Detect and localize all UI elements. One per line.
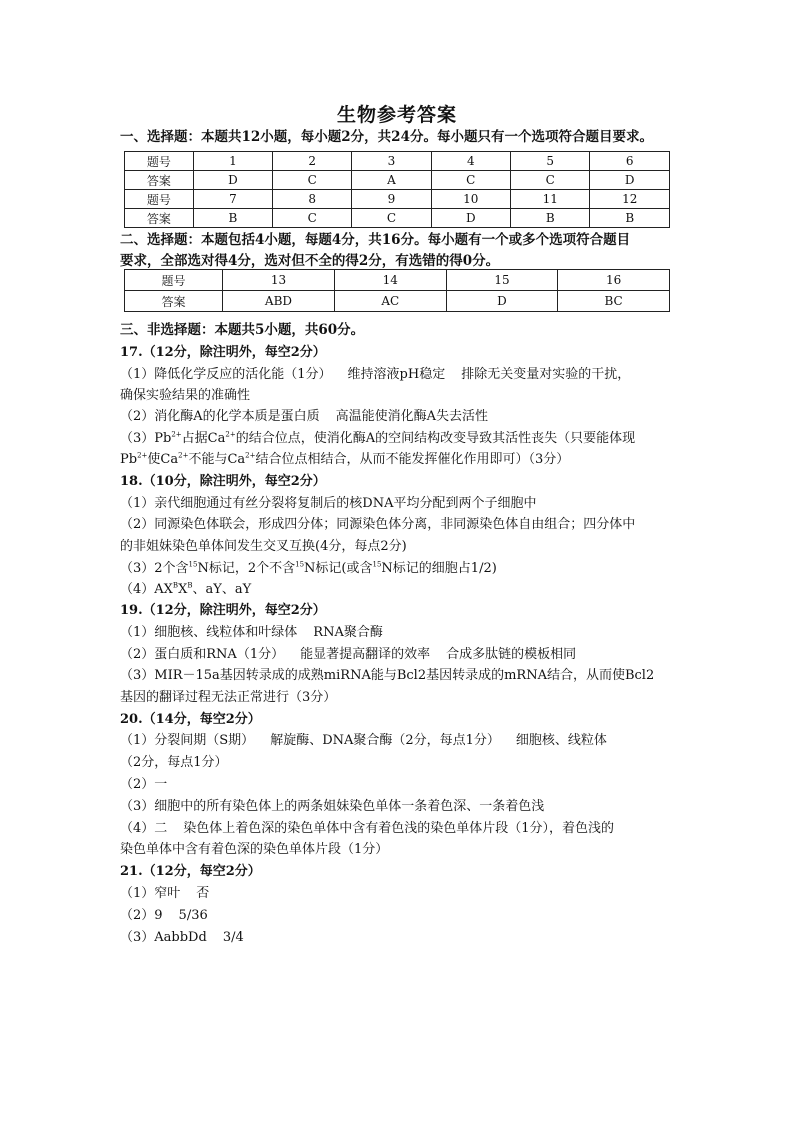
answer-cell: ABD xyxy=(222,291,334,312)
question-number: 12 xyxy=(590,190,670,209)
q20-line: （2）一 xyxy=(120,777,168,792)
superscript: 2+ xyxy=(245,451,256,460)
mc-answer-table xyxy=(124,151,670,228)
table-row xyxy=(125,190,670,209)
text-run: N标记，2个不含 xyxy=(197,561,296,576)
section2-heading-line2: 要求，全部选对得4分，选对但不全的得2分，有选错的得0分。 xyxy=(120,253,500,269)
question-number: 14 xyxy=(334,270,446,291)
q18-line: 的非姐妹染色单体间发生交叉互换(4分，每点2分) xyxy=(120,539,407,554)
q17-heading: 17.（12分，除注明外，每空2分） xyxy=(120,345,326,360)
answer-cell: C xyxy=(431,171,510,190)
superscript: B xyxy=(172,581,179,590)
q21-line xyxy=(120,904,208,923)
superscript: 2+ xyxy=(178,451,189,460)
q20-answer-4: （4）二 xyxy=(120,821,168,836)
section1-heading: 一、选择题：本题共12小题，每小题2分，共24分。每小题只有一个选项符合题目要求。 xyxy=(120,129,653,145)
text-run: （3）2个含 xyxy=(120,561,189,576)
text-run: 、aY、aY xyxy=(192,582,252,597)
answer-cell: D xyxy=(590,171,670,190)
superscript: 2+ xyxy=(137,451,148,460)
question-number: 9 xyxy=(352,190,431,209)
row-label: 题号 xyxy=(125,190,194,209)
answer-cell: B xyxy=(511,209,590,228)
question-number: 3 xyxy=(352,152,431,171)
answer-cell: C xyxy=(352,209,431,228)
q17-answer-4: （2）消化酶A的化学本质是蛋白质 xyxy=(120,409,320,424)
q19-line xyxy=(120,621,383,640)
text-run: 结合位点相结合，从而不能发挥催化作用即可）（3分） xyxy=(255,452,570,467)
q18-line: （2）同源染色体联会，形成四分体；同源染色体分离，非同源染色体自由组合；四分体中 xyxy=(120,517,636,532)
q19-line: （3）MIR－15a基因转录成的成熟miRNA能与Bcl2基因转录成的mRNA结合，从而使Bcl2 xyxy=(120,668,655,683)
section2-heading-line1: 二、选择题：本题包括4小题，每题4分，共16分。每小题有一个或多个选项符合题目 xyxy=(120,232,631,248)
q19-answer-5: 合成多肽链的模板相同 xyxy=(446,647,577,662)
answer-cell: AC xyxy=(334,291,446,312)
q19-line: 基因的翻译过程无法正常进行（3分） xyxy=(120,690,337,705)
q21-answer-5: （3）AabbDd xyxy=(120,930,207,945)
question-number: 8 xyxy=(273,190,352,209)
row-label: 题号 xyxy=(125,152,194,171)
row-label: 答案 xyxy=(125,171,194,190)
q21-answer-2: 否 xyxy=(196,886,210,901)
superscript: 2+ xyxy=(225,430,236,439)
row-label: 答案 xyxy=(125,291,223,312)
table-row xyxy=(125,152,670,171)
question-number: 13 xyxy=(222,270,334,291)
q17-answer-5: 高温能使消化酶A失去活性 xyxy=(335,409,489,424)
question-number: 7 xyxy=(193,190,272,209)
text-run: （4）AX xyxy=(120,582,173,597)
q19-line xyxy=(120,643,576,662)
text-run: 占据Ca xyxy=(181,431,226,446)
q21-line xyxy=(120,882,209,901)
question-number: 5 xyxy=(511,152,590,171)
answer-cell: A xyxy=(352,171,431,190)
q20-line: （2分，每点1分） xyxy=(120,755,228,770)
q21-answer-1: （1）窄叶 xyxy=(120,886,181,901)
q17-line xyxy=(120,363,630,382)
row-label: 题号 xyxy=(125,270,223,291)
q18-heading: 18.（10分，除注明外，每空2分） xyxy=(120,474,326,489)
text-run: 的结合位点，使消化酶A的空间结构改变导致其活性丧失（只要能体现 xyxy=(235,431,636,446)
table-row xyxy=(125,209,670,228)
table-row xyxy=(125,270,670,291)
text-run: N标记的细胞占1/2) xyxy=(381,561,497,576)
q21-heading: 21.（12分，每空2分） xyxy=(120,864,261,879)
question-number: 6 xyxy=(590,152,670,171)
q18-line xyxy=(120,557,497,576)
q17-line xyxy=(120,405,488,424)
q20-answer-2: 解旋酶、DNA聚合酶（2分，每点1分） xyxy=(270,733,500,748)
answer-cell: B xyxy=(193,209,272,228)
q19-heading: 19.（12分，除注明外，每空2分） xyxy=(120,603,326,618)
superscript: 2+ xyxy=(171,430,182,439)
text-run: 不能与Ca xyxy=(188,452,246,467)
question-number: 16 xyxy=(558,270,670,291)
answer-cell: D xyxy=(193,171,272,190)
answer-cell: D xyxy=(431,209,510,228)
section3-heading: 三、非选择题：本题共5小题，共60分。 xyxy=(120,322,365,338)
q21-answer-4: 5/36 xyxy=(178,908,208,923)
q17-answer-3: 排除无关变量对实验的干扰， xyxy=(461,367,631,382)
superscript: 15 xyxy=(372,560,382,569)
q21-line xyxy=(120,926,244,945)
q20-heading: 20.（14分，每空2分） xyxy=(120,712,261,727)
question-number: 11 xyxy=(511,190,590,209)
question-number: 15 xyxy=(446,270,558,291)
question-number: 1 xyxy=(193,152,272,171)
text-run: 使Ca xyxy=(147,452,179,467)
q21-answer-6: 3/4 xyxy=(222,930,244,945)
q17-answer-1: （1）降低化学反应的活化能（1分） xyxy=(120,367,332,382)
q21-answer-3: （2）9 xyxy=(120,908,163,923)
q20-line xyxy=(120,729,607,748)
q19-answer-3: （2）蛋白质和RNA（1分） xyxy=(120,647,285,662)
q20-answer-3: 细胞核、线粒体 xyxy=(515,733,607,748)
q18-line: （1）亲代细胞通过有丝分裂将复制后的核DNA平均分配到两个子细胞中 xyxy=(120,496,537,511)
q20-answer-1: （1）分裂间期（S期） xyxy=(120,733,255,748)
page-title: 生物参考答案 xyxy=(336,104,457,126)
row-label: 答案 xyxy=(125,209,194,228)
q19-answer-4: 能显著提高翻译的效率 xyxy=(300,647,431,662)
question-number: 4 xyxy=(431,152,510,171)
q18-line xyxy=(120,578,251,597)
answer-cell: C xyxy=(273,209,352,228)
answer-cell: C xyxy=(511,171,590,190)
q20-answer-5: 染色体上着色深的染色单体中含有着色浅的染色单体片段（1分），着色浅的 xyxy=(183,821,615,836)
q20-line: （3）细胞中的所有染色体上的两条姐妹染色单体一条着色深、一条着色浅 xyxy=(120,799,545,814)
table-row xyxy=(125,291,670,312)
text-run: N标记(或含 xyxy=(304,561,373,576)
question-number: 10 xyxy=(431,190,510,209)
superscript: 15 xyxy=(295,560,305,569)
superscript: B xyxy=(187,581,193,590)
q17-line xyxy=(120,448,569,467)
q17-answer-2: 维持溶液pH稳定 xyxy=(347,367,446,382)
answer-cell: B xyxy=(590,209,670,228)
q20-line xyxy=(120,817,614,836)
answer-cell: BC xyxy=(558,291,670,312)
text-run: （3）Pb xyxy=(120,431,172,446)
superscript: 15 xyxy=(188,560,198,569)
q17-line: 确保实验结果的准确性 xyxy=(120,388,251,403)
q17-line xyxy=(120,427,635,446)
text-run: X xyxy=(178,582,188,597)
text-run: Pb xyxy=(120,452,138,467)
table-row xyxy=(125,171,670,190)
q19-answer-1: （1）细胞核、线粒体和叶绿体 xyxy=(120,625,298,640)
answer-cell: D xyxy=(446,291,558,312)
q20-line: 染色单体中含有着色深的染色单体片段（1分） xyxy=(120,842,389,857)
answer-cell: C xyxy=(273,171,352,190)
question-number: 2 xyxy=(273,152,352,171)
q19-answer-2: RNA聚合酶 xyxy=(313,625,383,640)
multi-answer-table xyxy=(124,269,670,312)
